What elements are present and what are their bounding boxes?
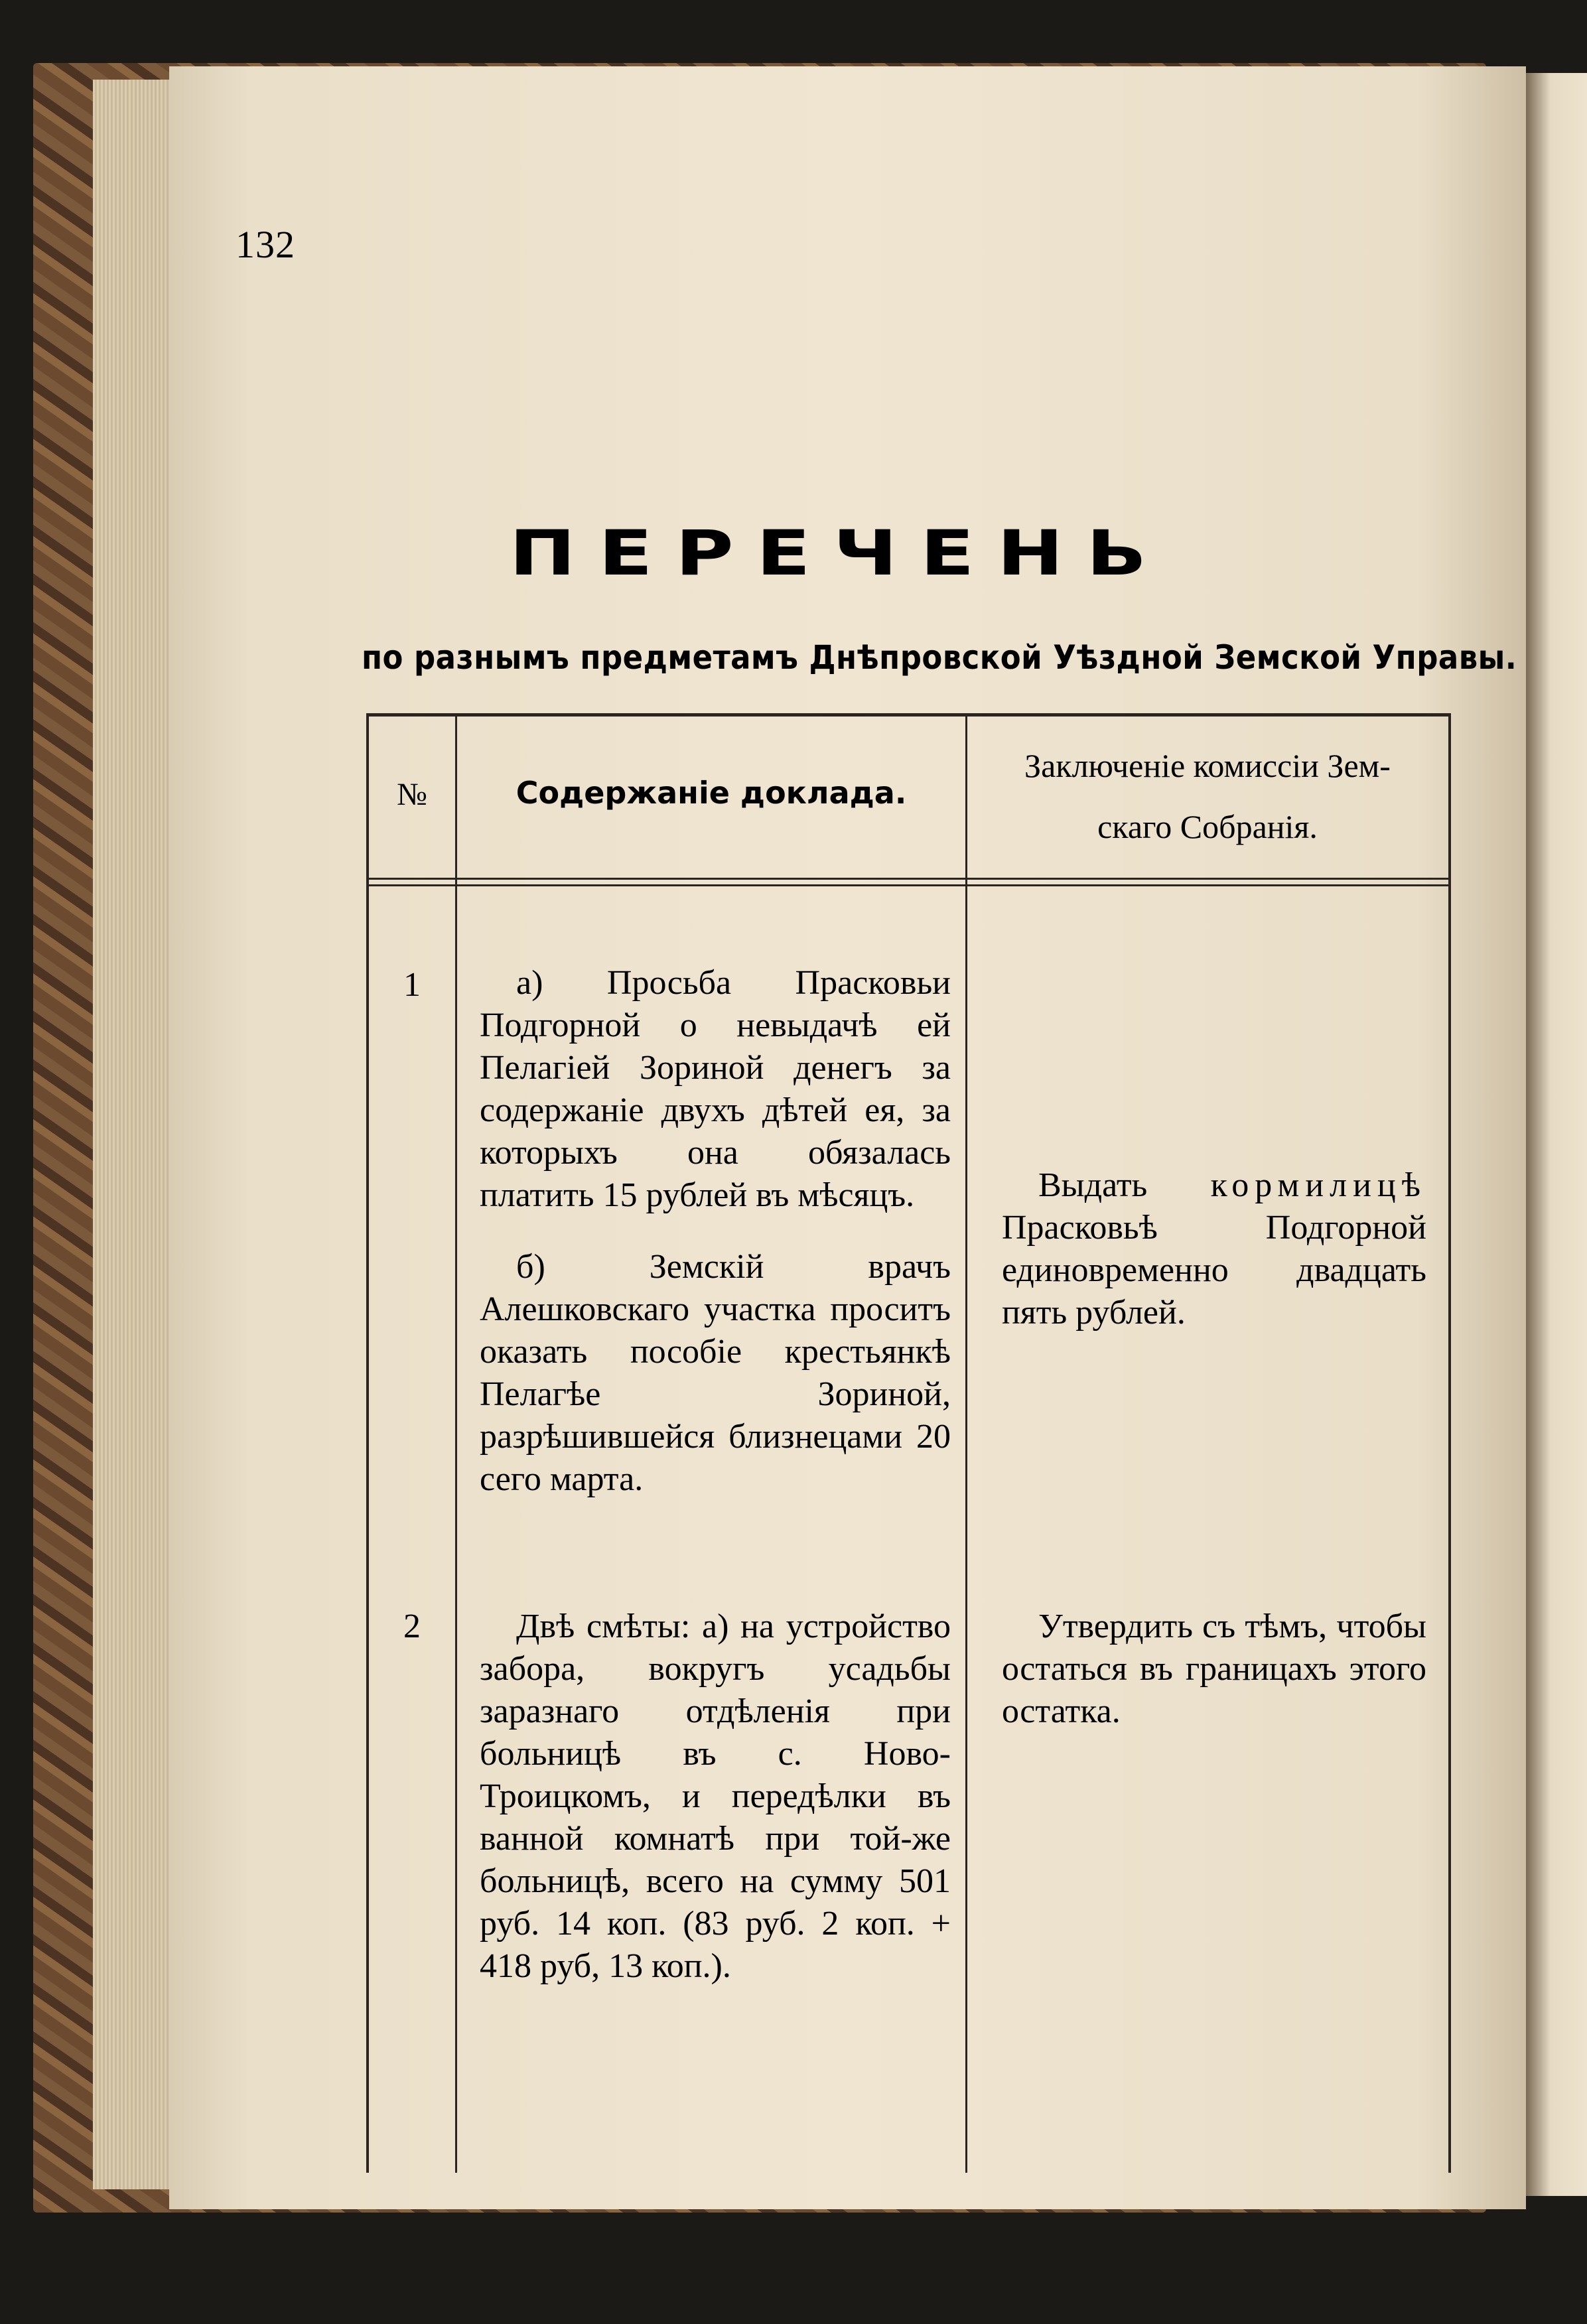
row-1-conclusion-pre: Выдать	[1038, 1166, 1148, 1204]
row-1-content-a: а) Просьба Прасковьи Подгорной о невыдачѣ ей Пелагіей Зориной денегъ за содержаніе двухъ дѣтей ея, за которыхъ она обязалась платить 15 рублей въ мѣсяцъ.	[480, 964, 951, 1214]
row-1-conclusion-spaced: кормилицѣ	[1210, 1166, 1426, 1204]
page-number: 132	[236, 223, 295, 266]
adjacent-page	[1526, 73, 1587, 2196]
table-top-rule	[366, 713, 1451, 717]
row-1-conclusion-post: Прасковьѣ Подгорной единовременно двадцать пять рублей.	[1002, 1209, 1426, 1332]
row-1-conclusion	[1002, 1164, 1426, 1334]
table-column-divider-1	[455, 713, 457, 2173]
row-2-content-text: Двѣ смѣты: а) на устройство забора, вокругъ усадьбы заразнаго отдѣленія при больницѣ въ с. Ново-Троицкомъ, и передѣлки въ ванной комнатѣ при той-же больницѣ, всего на сумму 501 руб. 14 коп. (83 руб. 2 коп. + 418 руб, 13 коп.).	[480, 1607, 951, 1985]
row-1-content	[480, 962, 951, 1501]
header-number: №	[397, 777, 427, 812]
row-1-content-b: б) Земскій врачъ Алешковскаго участка проситъ оказать пособіе крестьянкѣ Пелагѣе Зориной, разрѣшившейся близнецами 20 сего марта.	[480, 1248, 951, 1498]
header-content: Содержаніе доклада.	[516, 775, 907, 811]
document-title: ПЕРЕЧЕНЬ	[509, 517, 1170, 590]
table-left-border	[366, 713, 369, 2173]
row-2-number: 2	[403, 1607, 421, 1645]
row-2-conclusion-text: Утвердить съ тѣмъ, чтобы остаться въ границахъ этого остатка.	[1002, 1607, 1426, 1730]
table-right-border	[1448, 713, 1451, 2173]
document-subtitle: по разнымъ предметамъ Днѣпровской Уѣздной Земской Управы.	[362, 638, 1517, 677]
row-1-number: 1	[403, 966, 421, 1004]
header-conclusion	[979, 735, 1436, 857]
row-2-conclusion	[1002, 1606, 1426, 1733]
header-conclusion-line1: Заключеніе комиссіи Зем-	[1024, 747, 1391, 784]
header-conclusion-line2: скаго Собранія.	[1097, 808, 1318, 845]
table-column-divider-2	[965, 713, 967, 2173]
table-header-rule	[366, 878, 1451, 880]
table-header-rule-double	[366, 884, 1451, 886]
page-edges	[93, 80, 179, 2189]
row-2-content	[480, 1606, 951, 1988]
